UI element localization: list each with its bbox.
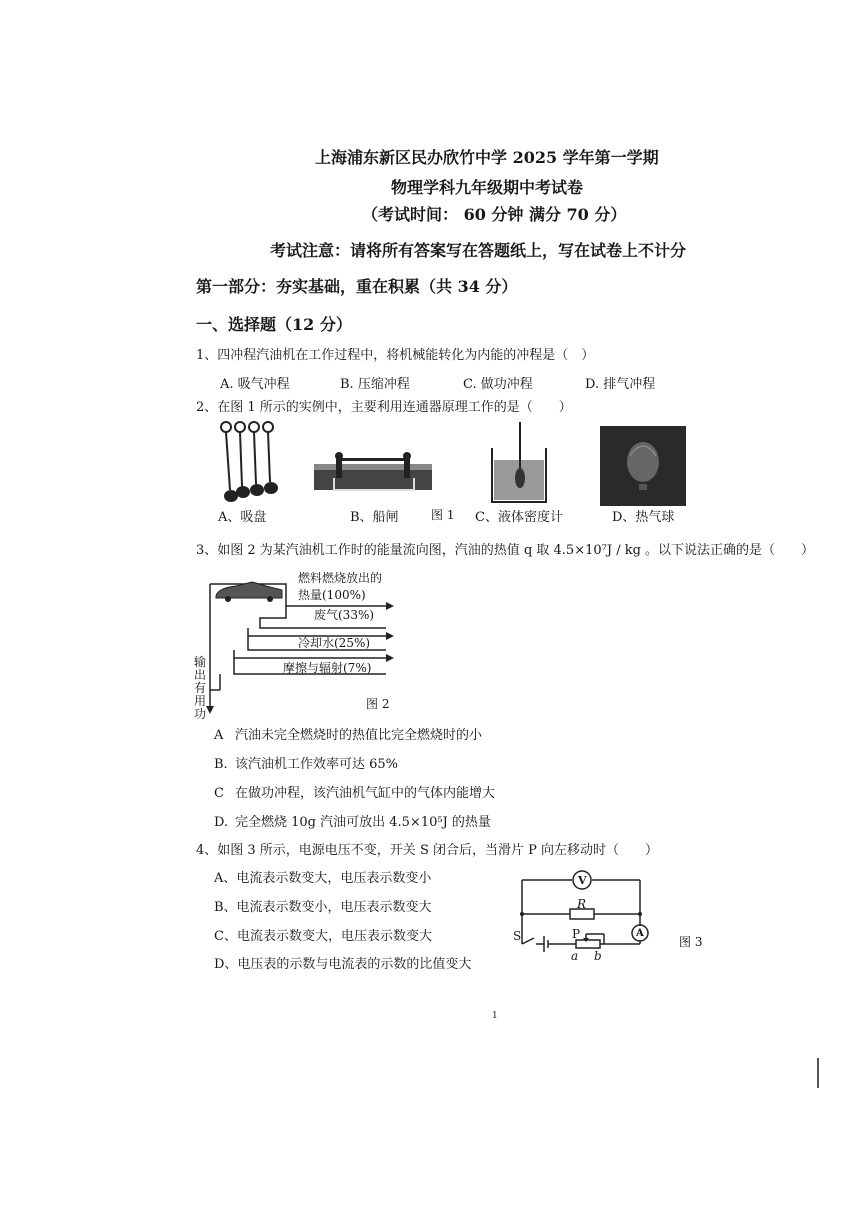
hot-air-balloon-image bbox=[600, 426, 686, 506]
fig2-input-label-1: 燃料燃烧放出的 bbox=[298, 571, 383, 585]
scan-edge-mark bbox=[817, 1058, 819, 1088]
q4-option-a: A、电流表示数变大，电压表示数变小 bbox=[214, 871, 432, 886]
slider-label: P bbox=[572, 927, 581, 941]
part-one-heading: 第一部分：夯实基础，重在积累（共 34 分） bbox=[196, 277, 518, 296]
q3-option-c: 在做功冲程，该汽油机气缸中的气体内能增大 bbox=[235, 786, 496, 801]
section-choice-heading: 一、选择题（12 分） bbox=[196, 315, 352, 334]
exam-subject-title: 物理学科九年级期中考试卷 bbox=[391, 178, 584, 197]
q1-option-a: A. 吸气冲程 bbox=[220, 377, 290, 392]
fig2-cooling-water-label: 冷却水(25%) bbox=[298, 636, 371, 650]
q2-option-d: D、热气球 bbox=[612, 510, 675, 525]
fig2-input-label-2: 热量(100%) bbox=[298, 588, 366, 602]
q3-option-d-letter: D. bbox=[214, 815, 229, 830]
question-1-stem: 1、四冲程汽油机在工作过程中，将机械能转化为内能的冲程是（ ） bbox=[196, 348, 595, 363]
q3-option-b-letter: B. bbox=[214, 757, 228, 772]
q3-option-b: 该汽油机工作效率可达 65% bbox=[235, 757, 399, 772]
q3-option-a: 汽油未完全燃烧时的热值比完全燃烧时的小 bbox=[235, 728, 483, 743]
resistor-label: R bbox=[577, 897, 587, 911]
q4-option-c: C、电流表示数变大，电压表示数变大 bbox=[214, 929, 432, 944]
q1-option-d: D. 排气冲程 bbox=[585, 377, 656, 392]
q2-option-b: B、船闸 bbox=[350, 510, 399, 525]
q2-option-a: A、吸盘 bbox=[218, 510, 267, 525]
q1-option-c: C. 做功冲程 bbox=[463, 377, 533, 392]
voltmeter-label: V bbox=[578, 874, 587, 887]
q2-option-c: C、液体密度计 bbox=[475, 510, 563, 525]
hydrometer-image bbox=[488, 420, 550, 506]
exam-time-info: （考试时间： 60 分钟 满分 70 分） bbox=[362, 205, 627, 224]
exam-notice: 考试注意：请将所有答案写在答题纸上，写在试卷上不计分 bbox=[270, 241, 687, 260]
fig2-friction-label: 摩擦与辐射(7%) bbox=[283, 661, 372, 675]
page-number: 1 bbox=[492, 1011, 498, 1021]
fig2-useful-work-label: 输出有用功 bbox=[194, 655, 207, 721]
q4-option-d: D、电压表的示数与电流表的示数的比值变大 bbox=[214, 957, 472, 972]
q4-option-b: B、电流表示数变小，电压表示数变大 bbox=[214, 900, 432, 915]
q3-option-d: 完全燃烧 10g 汽油可放出 4.5×10⁵J 的热量 bbox=[235, 815, 491, 830]
q3-option-a-letter: A bbox=[214, 728, 224, 743]
exam-school-title: 上海浦东新区民办欣竹中学 2025 学年第一学期 bbox=[315, 148, 659, 167]
figure-2-caption: 图 2 bbox=[366, 697, 390, 711]
suction-cup-image bbox=[212, 420, 284, 505]
question-2-stem: 2、在图 1 所示的实例中，主要利用连通器原理工作的是（ ） bbox=[196, 400, 572, 415]
q1-option-b: B. 压缩冲程 bbox=[340, 377, 410, 392]
figure-1-caption: 图 1 bbox=[431, 508, 455, 522]
ammeter-label: A bbox=[636, 928, 644, 939]
terminal-b-label: b bbox=[594, 949, 602, 963]
ship-lock-image bbox=[314, 450, 432, 494]
question-4-stem: 4、如图 3 所示，电源电压不变，开关 S 闭合后，当滑片 P 向左移动时（ ） bbox=[196, 843, 658, 858]
fig2-waste-gas-label: 废气(33%) bbox=[314, 608, 375, 622]
terminal-a-label: a bbox=[571, 949, 579, 963]
switch-label: S bbox=[513, 929, 522, 943]
question-3-stem: 3、如图 2 为某汽油机工作时的能量流向图，汽油的热值 q 取 4.5×10⁷J / kg 。以下说法正确的是（ ） bbox=[196, 543, 815, 558]
figure-3-caption: 图 3 bbox=[679, 935, 703, 949]
q3-option-c-letter: C bbox=[214, 786, 224, 801]
